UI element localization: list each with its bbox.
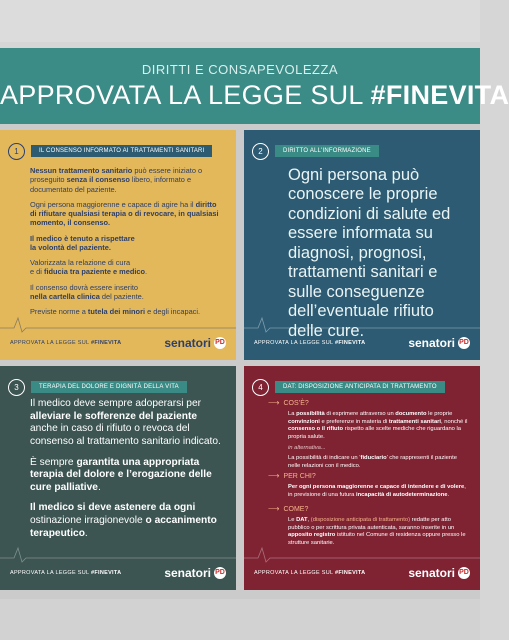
bold-text: convinzioni [288,418,320,425]
question-text: COME? [283,505,309,513]
text: , nonché il [441,418,468,425]
arrow-right-icon: ⟶ [268,504,280,513]
header-title [0,80,509,111]
bold-text: diritto di rifiutare qualsiasi terapia o di revocare, in qualsiasi momento, il consenso. [30,199,219,228]
card-number: 4 [252,379,269,396]
paragraph [30,398,226,449]
paragraph [30,283,224,302]
card-footer [10,334,226,352]
card-footer [254,334,470,352]
bold-text: garantita una appropriata terapia del dolore e l’erogazione delle cure palliative [30,456,212,493]
text: di esprimere attraverso un [324,411,396,418]
arrow-right-icon: ⟶ [268,471,280,480]
bold-text: apposito registro [288,532,336,539]
top-margin [0,0,480,42]
bold-text: fiducia tra paziente e medico [43,267,146,277]
text: ostinazione irragionevole [30,515,146,527]
heartbeat-line-icon [0,540,236,564]
brand-text: senatori [164,336,211,350]
text: del paziente. [99,291,144,301]
card-advance-directives [244,366,480,590]
card-header [8,142,212,160]
question-text: COS’È? [283,399,309,407]
card-header [252,378,445,396]
card-tag: TERAPIA DEL DOLORE E DIGNITÀ DELLA VITA [31,381,187,393]
card-right-to-information [244,130,480,360]
text: redatte per atto pubblico o per scrittura privata autenticata, saranno inserite in un [288,517,455,531]
footer-label [10,570,121,576]
text: . [97,481,101,493]
bold-text: incapacità di autodeterminazione [356,491,448,498]
text: Ogni persona maggiorenne e capace di agire ha il [30,199,196,209]
card-number: 3 [8,379,25,396]
bold-text: alleviare le sofferenze del paziente [30,410,198,422]
bold-text: Il medico è tenuto a rispettare [30,233,135,243]
question-heading [268,398,470,408]
heartbeat-line-icon [244,540,480,564]
senatori-pd-logo [164,336,226,350]
paragraph [288,411,470,441]
card-number: 2 [252,143,269,160]
card-header [252,142,379,160]
paragraph [30,166,224,194]
header-supertitle: DIRITTI E CONSAPEVOLEZZA [141,62,339,77]
card-tag: DAT: DISPOSIZIONE ANTICIPATA DI TRATTAMENTO [275,381,445,393]
text: , [307,517,311,524]
text: . [447,491,450,498]
text: anche in caso di rifiuto o revoca del consenso al trattamento sanitario indicato. [30,423,221,447]
question-text: PER CHI? [283,472,316,480]
text: le proprie [426,411,453,418]
pd-mark-icon: PD [214,567,226,579]
footer-label-hashtag: #FINEVITA [90,340,122,346]
footer-label-prefix: APPROVATA LA LEGGE SUL [254,340,335,346]
text: . [145,267,148,277]
text: Valorizzata la relazione di cura [30,258,131,267]
card-body: Ogni persona può conoscere le proprie condizioni di salute ed essere informata su diagnosi, prognosi, trattamenti sanitari e sulle conseguenze dell’eventuale rifiuto delle cure. [288,166,451,340]
bold-text: documento [395,411,427,418]
header-banner [0,48,509,124]
card-body [30,166,224,322]
senatori-pd-logo [408,336,470,350]
arrow-right-icon: ⟶ [268,398,280,407]
header-title-hashtag: #FINEVITA [370,80,509,110]
bold-text: fiduciario [360,455,387,462]
section-what [268,398,470,473]
text: La possibilità di indicare un ‘ [288,455,361,462]
bold-text: tutela dei minori [87,307,146,316]
section-who [268,471,470,502]
footer-label-prefix: APPROVATA LA LEGGE SUL [254,570,335,576]
question-heading [268,471,470,481]
footer-label-prefix: APPROVATA LA LEGGE SUL [10,570,91,576]
senatori-pd-logo [408,566,470,580]
bold-text: Per ogni persona maggiorenne e capace di intendere e di volere [288,484,465,491]
bold-text: possibilità [296,411,325,418]
brand-text: senatori [164,566,211,580]
footer-label [254,570,365,576]
card-tag: DIRITTO ALL'INFORMAZIONE [275,145,379,157]
card-header [8,378,187,396]
text: può essere iniziato o proseguito [30,166,203,185]
text: e preferenze in materia di [319,418,389,425]
card-number: 1 [8,143,25,160]
paragraph [30,502,226,540]
card-footer [10,564,226,582]
bold-text: o accanimento terapeutico [30,515,217,539]
bold-text: Nessun trattamento sanitario [30,166,133,175]
paragraph [30,457,226,495]
text: e degli incapaci. [145,307,201,316]
text: La [288,411,297,418]
paragraph [30,200,224,228]
text: Il consenso dovrà essere inserito [30,282,139,292]
footer-label [254,340,365,346]
pd-mark-icon: PD [458,337,470,349]
senatori-pd-logo [164,566,226,580]
brand-text: senatori [408,566,455,580]
text: Le [288,517,297,524]
footer-label-hashtag: #FINEVITA [90,570,122,576]
text: libero, informato e documentato del paziente. [30,175,192,194]
bold-text: consenso o il rifiuto [288,426,344,433]
footer-label-hashtag: #FINEVITA [334,340,366,346]
card-body [30,398,226,548]
bold-text: senza il consenso [66,175,130,185]
text: Previste norme a [30,307,88,316]
bold-text: DAT [296,517,308,524]
bold-text: nella cartella clinica [30,291,100,301]
card-tag: IL CONSENSO INFORMATO AI TRATTAMENTI SANITARI [31,145,212,157]
text: È sempre [30,456,77,468]
highlight-text: (disposizione anticipata di trattamento) [310,517,411,524]
text: ’ che rappresenti il paziente nelle relazioni con il medico. [288,455,457,469]
text: Il medico deve sempre adoperarsi per [30,398,202,409]
text: rispetto alle scelte mediche che riguardano la propria salute. [288,426,462,440]
card-pain-therapy [0,366,236,590]
paragraph [288,484,470,499]
brand-text: senatori [408,336,455,350]
paragraph [30,258,224,277]
pd-mark-icon: PD [214,337,226,349]
paragraph [288,455,470,470]
header-title-prefix: APPROVATA LA LEGGE SUL [0,80,371,110]
question-heading [268,504,470,514]
paragraph [30,234,224,253]
text: . [84,527,88,539]
alternative-note: in alternativa... [288,444,326,451]
text: istituito nel Comune di residenza oppure presso le strutture sanitarie. [288,532,466,546]
bold-text: la volontà del paziente. [30,242,111,252]
heartbeat-line-icon [244,310,480,334]
pd-mark-icon: PD [458,567,470,579]
footer-label-hashtag: #FINEVITA [334,570,366,576]
bold-text: Il medico si deve astenere da ogni [30,502,196,514]
card-informed-consent [0,130,236,360]
card-footer [254,564,470,582]
bottom-margin [0,599,480,640]
heartbeat-line-icon [0,310,236,334]
text: , in previsione di una futura [288,484,466,498]
footer-label [10,340,121,346]
footer-label-prefix: APPROVATA LA LEGGE SUL [10,340,91,346]
text: e di [30,267,44,277]
bold-text: trattamenti sanitari [388,418,442,425]
